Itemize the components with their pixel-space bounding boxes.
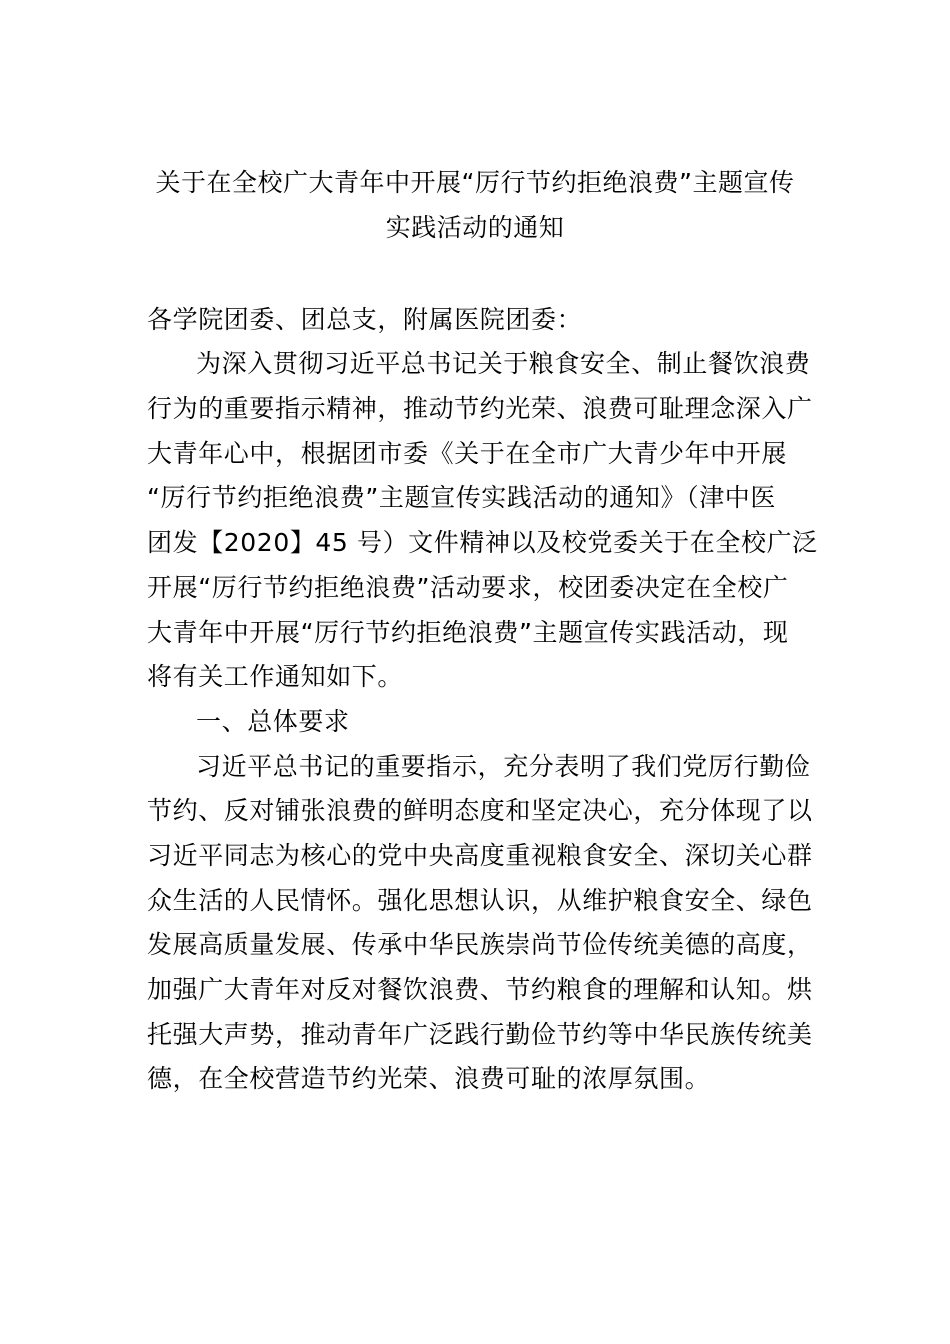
paragraph-2-line: 发展高质量发展、传承中华民族崇尚节俭传统美德的高度， (147, 930, 813, 959)
paragraph-1-line: 将有关工作通知如下。 (147, 662, 404, 691)
paragraph-2-line: 加强广大青年对反对餐饮浪费、节约粮食的理解和认知。烘 (147, 975, 813, 1004)
document-title-line-2: 实践活动的通知 (385, 213, 565, 242)
paragraph-2-line: 习近平同志为核心的党中央高度重视粮食安全、深切关心群 (147, 841, 813, 870)
paragraph-2-line: 德，在全校营造节约光荣、浪费可耻的浓厚氛围。 (147, 1064, 711, 1093)
paragraph-1-line: 大青年中开展“厉行节约拒绝浪费”主题宣传实践活动，现 (147, 618, 789, 647)
paragraph-2-line: 节约、反对铺张浪费的鲜明态度和坚定决心，充分体现了以 (147, 796, 813, 825)
paragraph-2-line: 众生活的人民情怀。强化思想认识，从维护粮食安全、绿色 (147, 886, 813, 915)
paragraph-1-line: “厉行节约拒绝浪费”主题宣传实践活动的通知》（津中医 (147, 483, 777, 512)
paragraph-1-line: 开展“厉行节约拒绝浪费”活动要求，校团委决定在全校广 (147, 573, 789, 602)
paragraph-2-line: 托强大声势，推动青年广泛践行勤俭节约等中华民族传统美 (147, 1020, 813, 1049)
document-title-line-1: 关于在全校广大青年中开展“厉行节约拒绝浪费”主题宣传 (155, 168, 795, 197)
paragraph-1-line: 大青年心中，根据团市委《关于在全市广大青少年中开展 (147, 439, 788, 468)
paragraph-1-line: 团发【2020】45 号）文件精神以及校党委关于在全校广泛 (147, 528, 818, 557)
paragraph-2-line: 习近平总书记的重要指示，充分表明了我们党厉行勤俭 (196, 752, 811, 781)
paragraph-1-line: 行为的重要指示精神，推动节约光荣、浪费可耻理念深入广 (147, 394, 813, 423)
salutation: 各学院团委、团总支，附属医院团委： (147, 305, 583, 334)
paragraph-1-line: 为深入贯彻习近平总书记关于粮食安全、制止餐饮浪费 (196, 349, 811, 378)
section-heading: 一、总体要求 (196, 707, 350, 736)
